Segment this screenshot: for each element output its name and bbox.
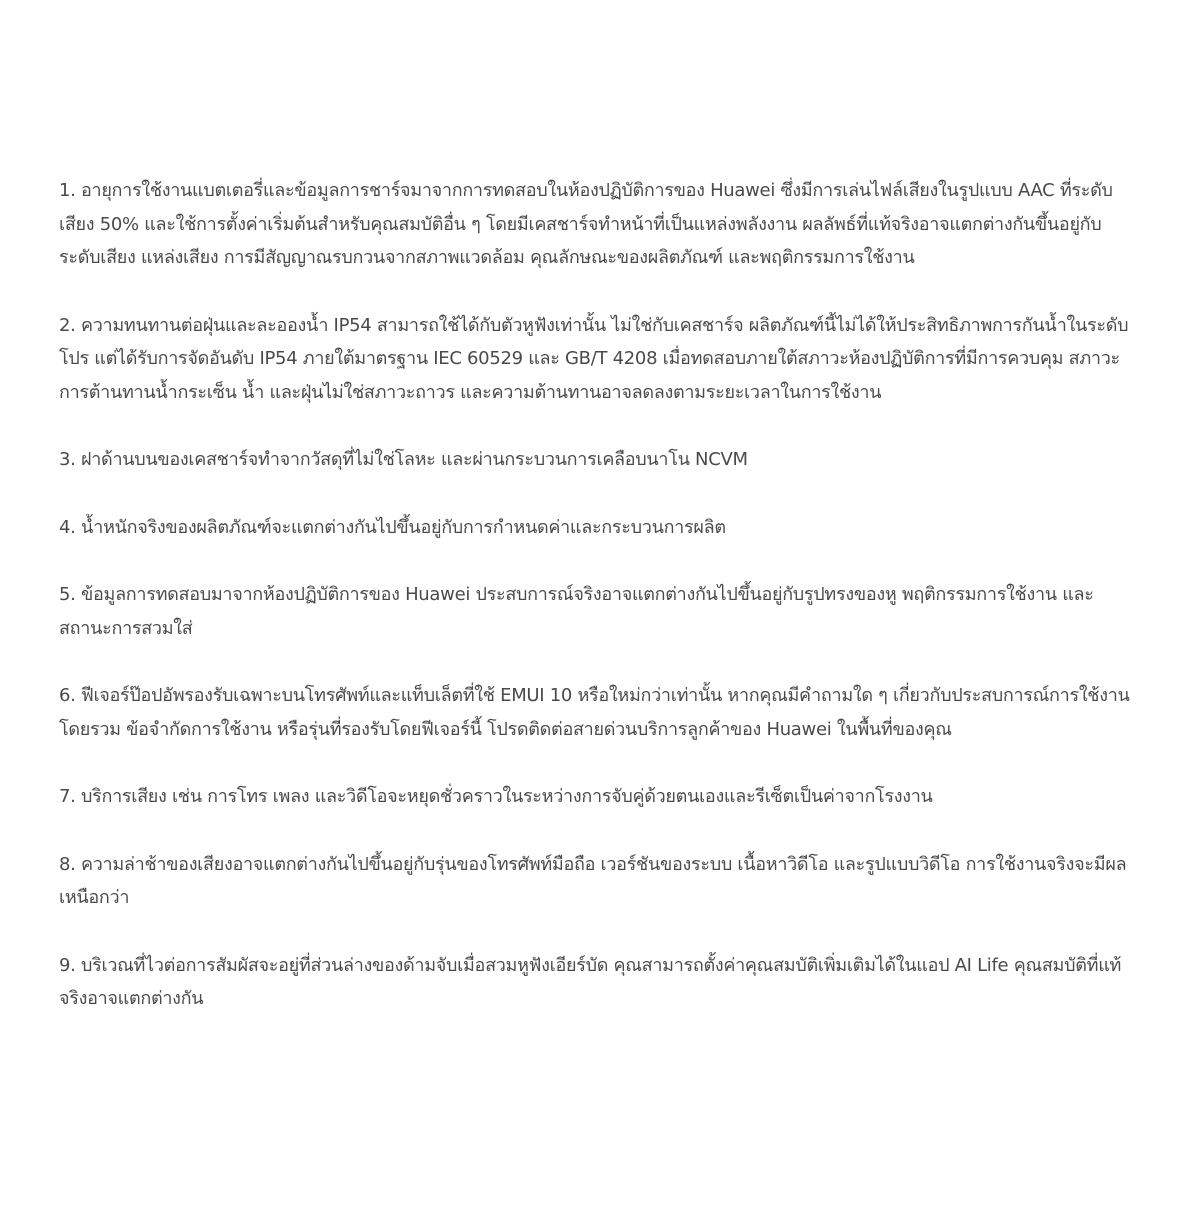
disclaimer-notes-list (59, 174, 1131, 1016)
disclaimer-note-7: 7. บริการเสียง เช่น การโทร เพลง และวิดีโอจะหยุดชั่วคราวในระหว่างการจับคู่ด้วยตนเองและรีเซ็ตเป็นค่าจากโรงงาน (59, 786, 933, 807)
disclaimer-note-5: 5. ข้อมูลการทดสอบมาจากห้องปฏิบัติการของ Huawei ประสบการณ์จริงอาจแตกต่างกันไปขึ้นอยู่กับรูปทรงของหู พฤติกรรมการใช้งาน และสถานะการสวมใส่ (59, 584, 1094, 639)
disclaimer-note-4: 4. น้ำหนักจริงของผลิตภัณฑ์จะแตกต่างกันไปขึ้นอยู่กับการกำหนดค่าและกระบวนการผลิต (59, 516, 726, 538)
disclaimer-note-6: 6. ฟีเจอร์ป๊อปอัพรองรับเฉพาะบนโทรศัพท์และแท็บเล็ตที่ใช้ EMUI 10 หรือใหม่กว่าเท่านั้น หากคุณมีคำถามใด ๆ เกี่ยวกับประสบการณ์การใช้งานโดยรวม ข้อจำกัดการใช้งาน หรือรุ่นที่รองรับโดยฟีเจอร์นี้ โปรดติดต่อสายด่วนบริการลูกค้าของ Huawei ในพื้นที่ของคุณ (59, 685, 1130, 740)
disclaimer-note-8: 8. ความล่าช้าของเสียงอาจแตกต่างกันไปขึ้นอยู่กับรุ่นของโทรศัพท์มือถือ เวอร์ชันของระบบ เนื้อหาวิดีโอ และรูปแบบวิดีโอ การใช้งานจริงจะมีผลเหนือกว่า (59, 853, 1127, 908)
disclaimer-note-9: 9. บริเวณที่ไวต่อการสัมผัสจะอยู่ที่ส่วนล่างของด้ามจับเมื่อสวมหูฟังเอียร์บัด คุณสามารถตั้งค่าคุณสมบัติเพิ่มเติมได้ในแอป AI Life คุณสมบัติที่แท้จริงอาจแตกต่างกัน (59, 954, 1122, 1009)
disclaimer-note-1: 1. อายุการใช้งานแบตเตอรี่และข้อมูลการชาร์จมาจากการทดสอบในห้องปฏิบัติการของ Huawei ซึ่งมีการเล่นไฟล์เสียงในรูปแบบ AAC ที่ระดับเสียง 50% และใช้การตั้งค่าเริ่มต้นสำหรับคุณสมบัติอื่น ๆ โดยมีเคสชาร์จทำหน้าที่เป็นแหล่งพลังงาน ผลลัพธ์ที่แท้จริงอาจแตกต่างกันขึ้นอยู่กับระดับเสียง แหล่งเสียง การมีสัญญาณรบกวนจากสภาพแวดล้อม คุณลักษณะของผลิตภัณฑ์ และพฤติกรรมการใช้งาน (59, 180, 1113, 268)
disclaimer-note-2: 2. ความทนทานต่อฝุ่นและละอองน้ำ IP54 สามารถใช้ได้กับตัวหูฟังเท่านั้น ไม่ใช่กับเคสชาร์จ ผลิตภัณฑ์นี้ไม่ได้ให้ประสิทธิภาพการกันน้ำในระดับโปร แต่ได้รับการจัดอันดับ IP54 ภายใต้มาตรฐาน IEC 60529 และ GB/T 4208 เมื่อทดสอบภายใต้สภาวะห้องปฏิบัติการที่มีการควบคุม สภาวะการต้านทานน้ำกระเซ็น น้ำ และฝุ่นไม่ใช่สภาวะถาวร และความต้านทานอาจลดลงตามระยะเวลาในการใช้งาน (59, 314, 1129, 403)
disclaimer-note-3: 3. ฝาด้านบนของเคสชาร์จทำจากวัสดุที่ไม่ใช่โลหะ และผ่านกระบวนการเคลือบนาโน NCVM (59, 449, 748, 470)
